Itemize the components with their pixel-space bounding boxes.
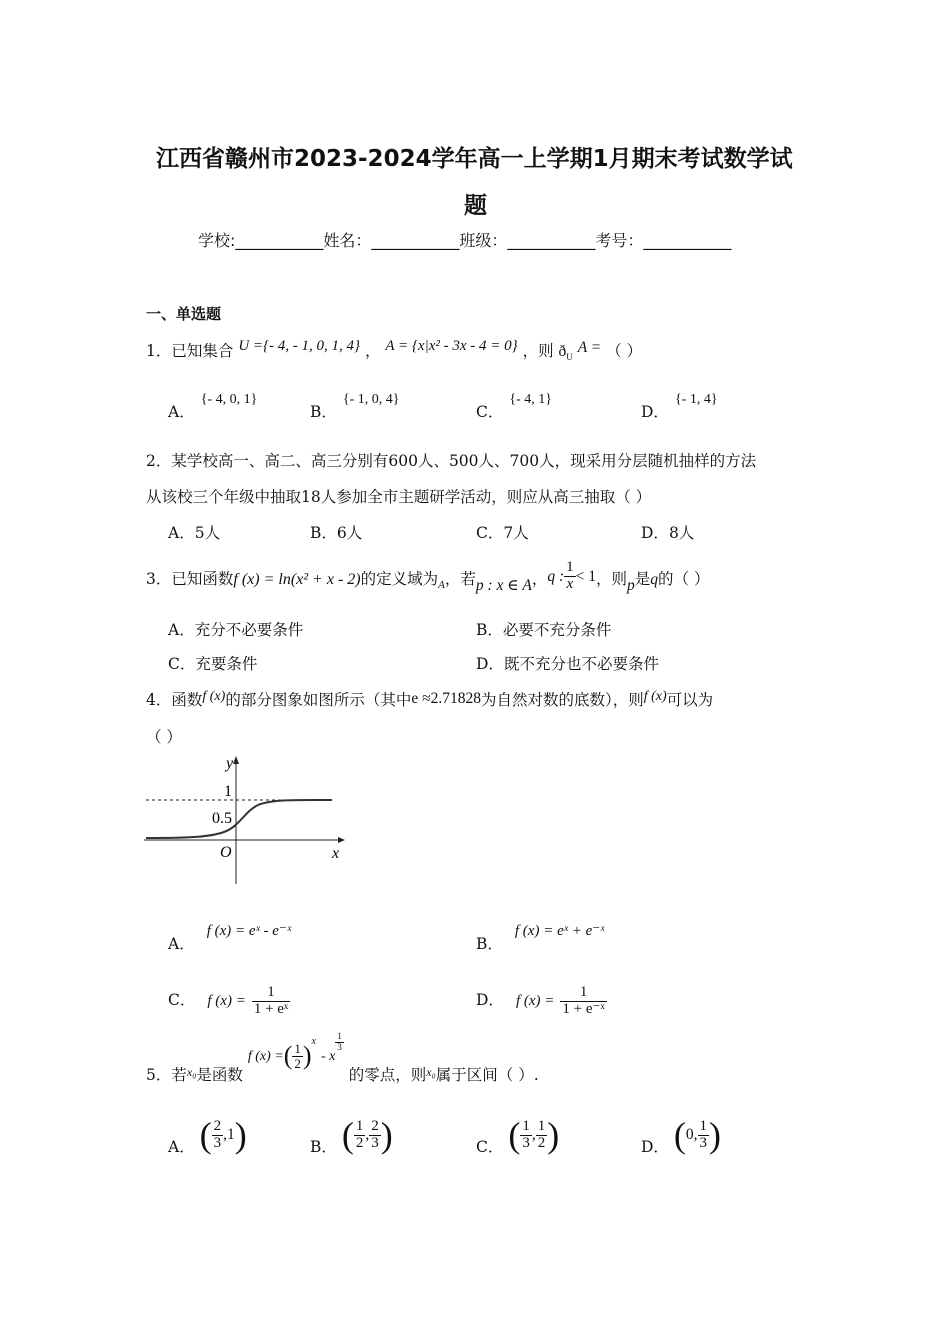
q3-choice-c: C．充要条件 (168, 655, 258, 673)
q4-stem: 4．函数f (x)的部分图象如图所示（其中e ≈2.71828为自然对数的底数），则f (x)可以为 (146, 689, 714, 709)
q2-choice-d: D．8人 (641, 524, 695, 542)
q2-choice-b: B．6人 (310, 524, 363, 542)
y-label: y (226, 755, 234, 772)
q2-choice-c: C．7人 (476, 524, 529, 542)
q4-choice-d: D． f (x) = $\frac{1}{\text{1 + e⁻ˣ}}$ (476, 983, 605, 1017)
section-heading: 一、单选题 (146, 305, 222, 323)
q1-choice-c: C．{- 4, 1} (476, 392, 552, 421)
half-label: 0.5 (212, 810, 232, 827)
q1-then: ，则 (522, 342, 554, 360)
one-label: 1 (224, 783, 232, 800)
q3-p: p : x ∈ A (475, 577, 532, 594)
q1-complement: ð (558, 343, 567, 360)
q5-stem: 5．若$^{x_0}$是函数 f (x) =( $\frac{1}{2}$ )$^x$ - x $\frac{1}{3}$ 的零点，则$^{x_0}$属于区间（ ）. (146, 1031, 539, 1085)
q4-choice-c: C． f (x) = $\frac{1}{\text{1 + eˣ}}$ (168, 983, 289, 1017)
q2-line1: 2．某学校高一、高二、高三分别有600人、500人、700人，现采用分层随机抽样的方法 (146, 452, 757, 470)
q1-choice-b: B．{- 1, 0, 4} (310, 392, 400, 421)
q1-paren: （ ） (606, 342, 643, 360)
q4-choice-b: B．f (x) = eˣ + e⁻ˣ (476, 923, 605, 953)
q3-choice-b: B．必要不充分条件 (476, 621, 612, 639)
q5-choice-b: B． ( $\frac{1}{2}$ , $\frac{2}{3}$ ) (310, 1115, 393, 1156)
q4-choice-a: A．f (x) = eˣ - e⁻ˣ (168, 923, 292, 953)
q1-complement-sub: U (566, 352, 573, 363)
q1-set-u: U ={- 4, - 1, 0, 1, 4} (238, 338, 361, 354)
q1-set-a: A = {x|x² - 3x - 4 = 0} (385, 338, 518, 354)
student-info-line: 学校:___________姓名：___________班级：___________考号：___________ (198, 231, 732, 250)
x-axis-arrow (338, 837, 345, 843)
x-label: x (332, 845, 340, 862)
q4-paren: （ ） (146, 728, 182, 746)
q1-stem: 1．已知集合 U ={- 4, - 1, 0, 1, 4} ， A = {x|x² - 3x - 4 = 0} ，则 $ð_U$ A = （ ） (146, 338, 643, 363)
q5-choice-a: A． ( $\frac{2}{3}$ ,1) (168, 1115, 247, 1156)
q5-choice-d: D． (0, $\frac{1}{3}$ ) (641, 1115, 721, 1156)
q3-choice-d: D．既不充分也不必要条件 (476, 655, 659, 673)
q1-complement-a: A = (577, 339, 602, 356)
q1-number: 1．已知集合 (146, 342, 234, 360)
q3-set-a: A (438, 579, 445, 592)
q5-choice-c: C． ( $\frac{1}{3}$ , $\frac{1}{2}$ ) (476, 1115, 560, 1156)
q3-choice-a: A．充分不必要条件 (168, 621, 304, 639)
sigmoid-curve (146, 800, 332, 838)
page-title-line2: 题 (464, 193, 487, 219)
q1-choice-a: A．{- 4, 0, 1} (168, 392, 258, 421)
q3-function: f (x) = ln(x² + x - 2) (233, 571, 361, 588)
q3-number: 3．已知函数 (146, 570, 234, 588)
page-title-line1: 江西省赣州市2023-2024学年高一上学期1月期末考试数学试 (156, 146, 793, 172)
q2-line2: 从该校三个年级中抽取18人参加全市主题研学活动，则应从高三抽取（ ） (146, 488, 652, 506)
q3-stem: 3．已知函数f (x) = ln(x² + x - 2)的定义域为$_A$，若p : x ∈ A，q : $\frac{1}{x}$ < 1，则p是q的（ ） (146, 558, 710, 594)
q1-choice-d: D．{- 1, 4} (641, 392, 718, 421)
origin-label: O (220, 844, 232, 861)
q2-choice-a: A．5人 (168, 524, 221, 542)
y-axis-arrow (233, 756, 239, 764)
q4-graph (140, 752, 350, 888)
